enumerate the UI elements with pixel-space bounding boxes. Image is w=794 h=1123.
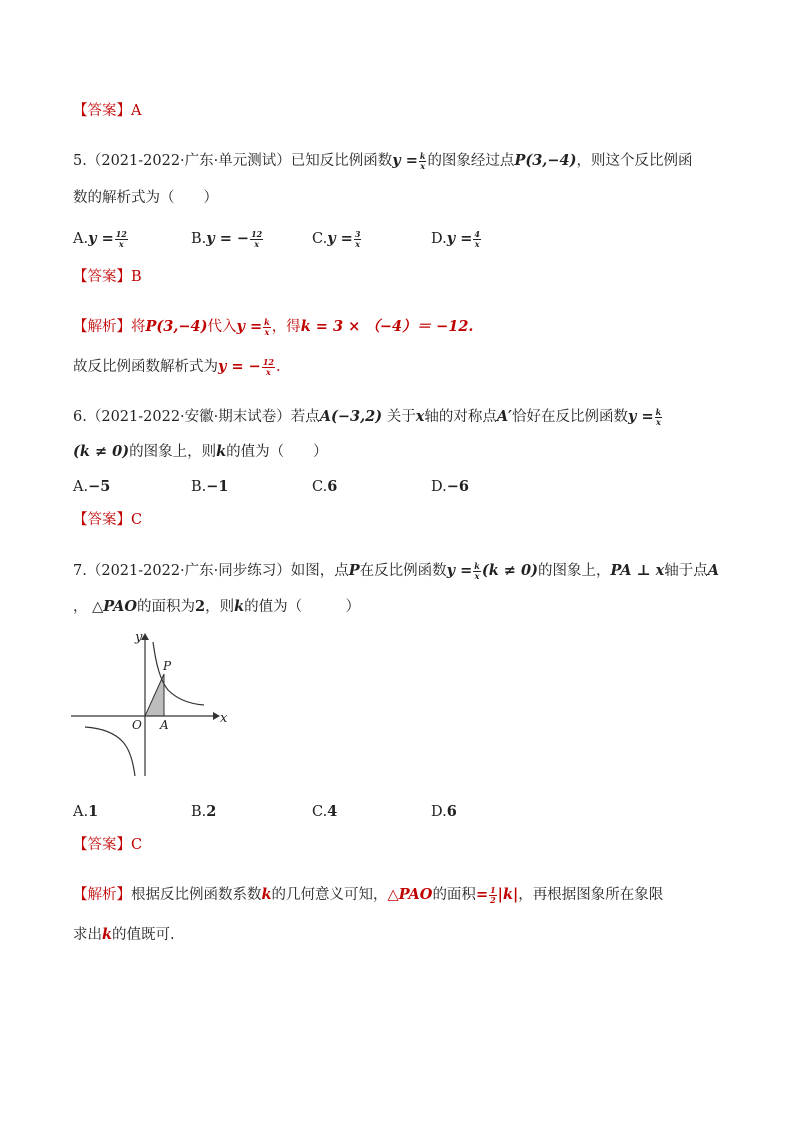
conclusion-text: 故反比例函数解析式为 xyxy=(73,359,218,375)
q6-option-d[interactable] xyxy=(431,476,469,498)
variable: k xyxy=(216,443,227,460)
option-label: A. xyxy=(73,479,89,495)
function-lhs: y = xyxy=(236,318,263,335)
condition: (k ≠ 0) xyxy=(481,562,538,579)
variable: k xyxy=(261,886,272,903)
option-label: B. xyxy=(191,479,207,495)
stem-text: 的图象上，则 xyxy=(129,444,217,460)
option-label: C. xyxy=(312,479,328,495)
option-expr: y = xyxy=(88,230,114,247)
option-value: −1 xyxy=(206,478,229,495)
option-value: 4 xyxy=(327,803,338,820)
option-label: A. xyxy=(73,804,89,820)
stem-text: 的值为（ ） xyxy=(226,444,328,460)
option-label: A. xyxy=(73,231,89,247)
conclusion-end: . xyxy=(275,359,281,375)
q5-conclusion xyxy=(73,356,281,378)
function-fraction xyxy=(655,408,663,427)
q7-stem-line1 xyxy=(73,560,719,582)
function-fraction xyxy=(263,318,271,337)
triangle: △PAO xyxy=(387,886,433,903)
denominator: x xyxy=(474,238,480,249)
analysis-label: 【解析】 xyxy=(73,319,131,335)
stem-text: 在反比例函数 xyxy=(359,563,447,579)
q5-stem-line2: 数的解析式为（ ） xyxy=(73,190,218,206)
equals: = xyxy=(475,886,489,903)
analysis-text: 根据反比例函数系数 xyxy=(131,887,262,903)
function-lhs: y = xyxy=(446,562,473,579)
label-x: x xyxy=(220,711,228,726)
area-value: 2 xyxy=(195,598,206,615)
denominator: x xyxy=(266,366,271,377)
answer-label: 【答案】 xyxy=(73,837,131,853)
analysis-text: 的值既可. xyxy=(112,927,175,943)
question-number: 6. xyxy=(73,409,87,425)
q6-answer xyxy=(73,509,142,531)
label-a: A xyxy=(160,718,169,732)
numerator: 12 xyxy=(251,228,263,239)
stem-text: 轴于点 xyxy=(664,563,708,579)
stem-text: 已知反比例函数 xyxy=(290,153,393,169)
analysis-text: 代入 xyxy=(207,319,237,335)
analysis-text: 求出 xyxy=(73,927,102,943)
q5-stem-line1 xyxy=(73,150,692,172)
option-expr: y = − xyxy=(206,230,250,247)
stem-text: 的图象上， xyxy=(537,563,611,579)
q7-option-d[interactable] xyxy=(431,801,457,823)
answer-label: 【答案】 xyxy=(73,103,131,119)
q7-analysis-line1 xyxy=(73,884,663,906)
condition: (k ≠ 0) xyxy=(73,443,130,460)
numerator: 12 xyxy=(262,356,274,367)
analysis-text: ，得 xyxy=(271,319,301,335)
denominator: x xyxy=(355,238,360,249)
q6-stem-line1 xyxy=(73,406,663,428)
answer-label: 【答案】 xyxy=(73,269,131,285)
q5-option-d[interactable] xyxy=(431,228,482,250)
question-source: （2021-2022·广东·同步练习） xyxy=(86,563,291,579)
function-fraction xyxy=(419,152,427,171)
q6-stem-line2 xyxy=(73,441,328,463)
q5-option-b[interactable] xyxy=(191,228,264,250)
option-expr: y = xyxy=(446,230,473,247)
denominator: x xyxy=(254,238,260,249)
denominator: 2 xyxy=(490,894,496,905)
stem-text: 轴的对称点 xyxy=(424,409,497,425)
stem-text: ，则这个反比例函 xyxy=(576,153,693,169)
option-value: 6 xyxy=(327,478,338,495)
perpendicular-expr: PA ⊥ x xyxy=(610,562,665,579)
denominator: x xyxy=(474,570,480,581)
label-p: P xyxy=(163,659,172,673)
stem-text: 的值为（ ） xyxy=(244,599,361,615)
point: P(3,−4) xyxy=(145,318,208,335)
stem-text: 的图象经过点 xyxy=(427,153,515,169)
variable: k xyxy=(234,598,245,615)
q7-analysis-line2 xyxy=(73,924,175,946)
function-lhs: y = xyxy=(392,152,418,169)
stem-text: 恰好在反比例函数 xyxy=(511,409,628,425)
q7-answer xyxy=(73,834,142,856)
question-source: （2021-2022·安徽·期末试卷） xyxy=(86,409,291,425)
numerator: k xyxy=(655,406,662,417)
q5-option-a[interactable] xyxy=(73,228,129,250)
option-label: D. xyxy=(431,804,447,820)
analysis-text: 的几何意义可知， xyxy=(271,887,388,903)
stem-text: 关于 xyxy=(386,409,416,425)
function-fraction xyxy=(262,358,275,377)
option-label: C. xyxy=(312,804,328,820)
axis-var: x xyxy=(415,408,425,425)
point: P(3,−4) xyxy=(514,152,577,169)
numerator: 1 xyxy=(490,884,496,895)
denominator: x xyxy=(655,416,661,427)
numerator: 3 xyxy=(354,228,361,239)
point: A′ xyxy=(496,408,512,425)
option-value: 6 xyxy=(446,803,457,820)
numerator: 12 xyxy=(115,228,127,239)
hyperbola-branch-q3 xyxy=(85,727,135,776)
answer-value: C xyxy=(131,837,143,853)
analysis-text: 将 xyxy=(131,319,146,335)
answer-value: C xyxy=(131,512,143,528)
question-source: （2021-2022·广东·单元测试） xyxy=(86,153,291,169)
option-label: B. xyxy=(191,804,207,820)
stem-text: ，则 xyxy=(205,599,235,615)
label-y: y xyxy=(135,630,143,645)
numerator: k xyxy=(474,560,480,571)
function-lhs: y = xyxy=(627,408,654,425)
stem-text: 如图，点 xyxy=(290,563,349,579)
option-expr: y = xyxy=(327,230,353,247)
option-label: C. xyxy=(312,231,328,247)
q6-option-a[interactable] xyxy=(73,476,110,498)
q7-figure xyxy=(68,628,238,780)
stem-text: 的面积为 xyxy=(137,599,195,615)
denominator: x xyxy=(118,238,124,249)
triangle: △PAO xyxy=(92,598,137,615)
point: P xyxy=(348,562,360,579)
function-fraction xyxy=(473,562,481,581)
q5-answer xyxy=(73,266,142,288)
numerator: k xyxy=(419,150,426,161)
option-fraction xyxy=(115,230,128,249)
q7-option-a[interactable] xyxy=(73,801,98,823)
numerator: k xyxy=(264,316,270,327)
analysis-label: 【解析】 xyxy=(73,887,131,903)
point: A xyxy=(707,562,719,579)
q5-option-c[interactable] xyxy=(312,228,362,250)
option-fraction xyxy=(354,230,362,249)
question-number: 5. xyxy=(73,153,87,169)
point: A(−3,2) xyxy=(319,408,383,425)
q7-stem-line2 xyxy=(73,596,360,618)
analysis-equation: k = 3 × （−4）＝ −12. xyxy=(300,318,474,335)
option-value: −5 xyxy=(88,478,111,495)
option-label: D. xyxy=(431,231,447,247)
option-label: D. xyxy=(431,479,447,495)
analysis-text: 的面积 xyxy=(432,887,476,903)
q4-answer xyxy=(73,100,141,122)
q6-option-c[interactable] xyxy=(312,476,337,498)
stem-text: ， xyxy=(73,599,88,615)
half-fraction xyxy=(489,886,497,905)
option-value: 1 xyxy=(88,803,99,820)
q7-option-b[interactable] xyxy=(191,801,216,823)
abs-k: |k| xyxy=(497,886,519,903)
triangle-pao xyxy=(145,674,164,716)
answer-value: B xyxy=(131,269,142,285)
q7-option-c[interactable] xyxy=(312,801,337,823)
x-axis-arrow xyxy=(213,712,220,720)
answer-label: 【答案】 xyxy=(73,512,131,528)
q6-option-b[interactable] xyxy=(191,476,229,498)
option-value: 2 xyxy=(206,803,217,820)
option-fraction xyxy=(473,230,481,249)
option-value: −6 xyxy=(446,478,469,495)
option-label: B. xyxy=(191,231,207,247)
option-fraction xyxy=(250,230,263,249)
denominator: x xyxy=(420,160,426,171)
label-o: O xyxy=(132,718,142,732)
variable: k xyxy=(102,926,113,943)
question-number: 7. xyxy=(73,563,87,579)
denominator: x xyxy=(264,326,270,337)
analysis-text: ，再根据图象所在象限 xyxy=(518,887,664,903)
stem-text: 若点 xyxy=(290,409,320,425)
function-lhs: y = − xyxy=(218,358,261,375)
numerator: 4 xyxy=(474,228,480,239)
q5-analysis xyxy=(73,316,473,338)
answer-value: A xyxy=(131,103,142,119)
